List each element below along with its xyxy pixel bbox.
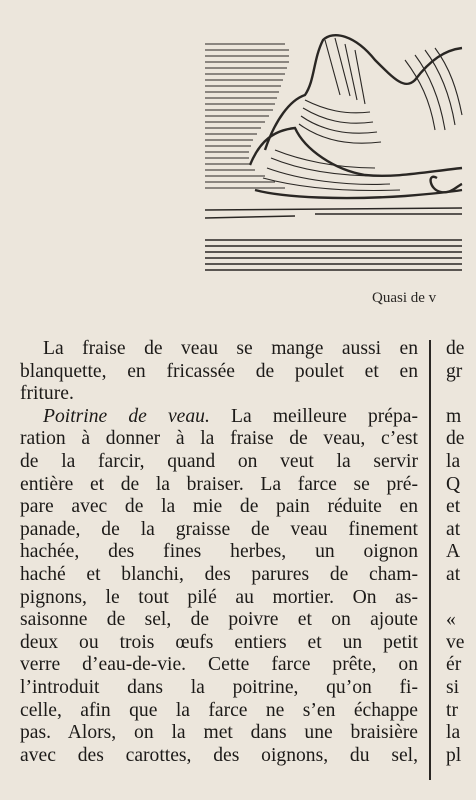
text-line: tr xyxy=(446,699,458,721)
text-line: avec des carottes, des oignons, du sel, xyxy=(20,744,418,766)
engraving-illustration xyxy=(205,0,462,282)
text-line: La fraise de veau se mange aussi en xyxy=(43,338,418,359)
text-line: entière et de la braiser. La farce se pré- xyxy=(20,473,418,495)
figure-caption: Quasi de v xyxy=(372,290,437,306)
text-line: verre d’eau-de-vie. Cette farce prête, on xyxy=(20,654,418,676)
text-line: haché et blanchi, des parures de cham- xyxy=(20,563,418,585)
text-line: friture. xyxy=(20,383,74,405)
text-line: at xyxy=(446,563,461,585)
text-line: si xyxy=(446,676,460,698)
text-line: m xyxy=(446,405,462,427)
text-line: deux ou trois œufs entiers et un petit xyxy=(20,631,418,653)
text-line: celle, afin que la farce ne s’en échappe xyxy=(20,699,418,721)
text-run: La meilleure prépa- xyxy=(209,405,418,427)
text-line: pignons, le tout pilé au mortier. On as- xyxy=(20,586,418,608)
text-line: pas. Alors, on la met dans une braisière xyxy=(20,722,418,744)
text-line: ve xyxy=(446,631,465,653)
text-line: panade, de la graisse de veau finement xyxy=(20,518,418,540)
text-line: gr xyxy=(446,360,463,382)
text-line: la xyxy=(446,722,461,744)
text-line: blanquette, en fricassée de poulet et en xyxy=(20,360,418,382)
text-line xyxy=(446,587,476,610)
text-line: at xyxy=(446,518,461,540)
section-heading: Poitrine de veau. xyxy=(43,405,210,427)
text-line: ér xyxy=(446,654,462,676)
right-text-column xyxy=(446,338,476,767)
left-text-column xyxy=(20,338,418,767)
text-line: ration à donner à la fraise de veau, c’est xyxy=(20,428,418,450)
text-line: et xyxy=(446,496,461,518)
text-line: de xyxy=(446,428,465,450)
text-line xyxy=(446,383,476,406)
text-line: « xyxy=(446,609,456,631)
text-line: pl xyxy=(446,744,462,766)
text-line: Q xyxy=(446,473,461,495)
text-line: de xyxy=(446,338,465,359)
text-line: saisonne de sel, de poivre et on ajoute xyxy=(20,609,418,631)
text-line: de la farcir, quand on veut la servir xyxy=(20,450,418,472)
text-line: hachée, des fines herbes, un oignon xyxy=(20,541,418,563)
text-line: la xyxy=(446,450,461,472)
text-line: l’introduit dans la poitrine, qu’on fi- xyxy=(20,676,418,698)
column-divider xyxy=(429,340,431,780)
text-line: pare avec de la mie de pain réduite en xyxy=(20,496,418,518)
text-line: A xyxy=(446,541,461,563)
text-line xyxy=(20,406,418,429)
